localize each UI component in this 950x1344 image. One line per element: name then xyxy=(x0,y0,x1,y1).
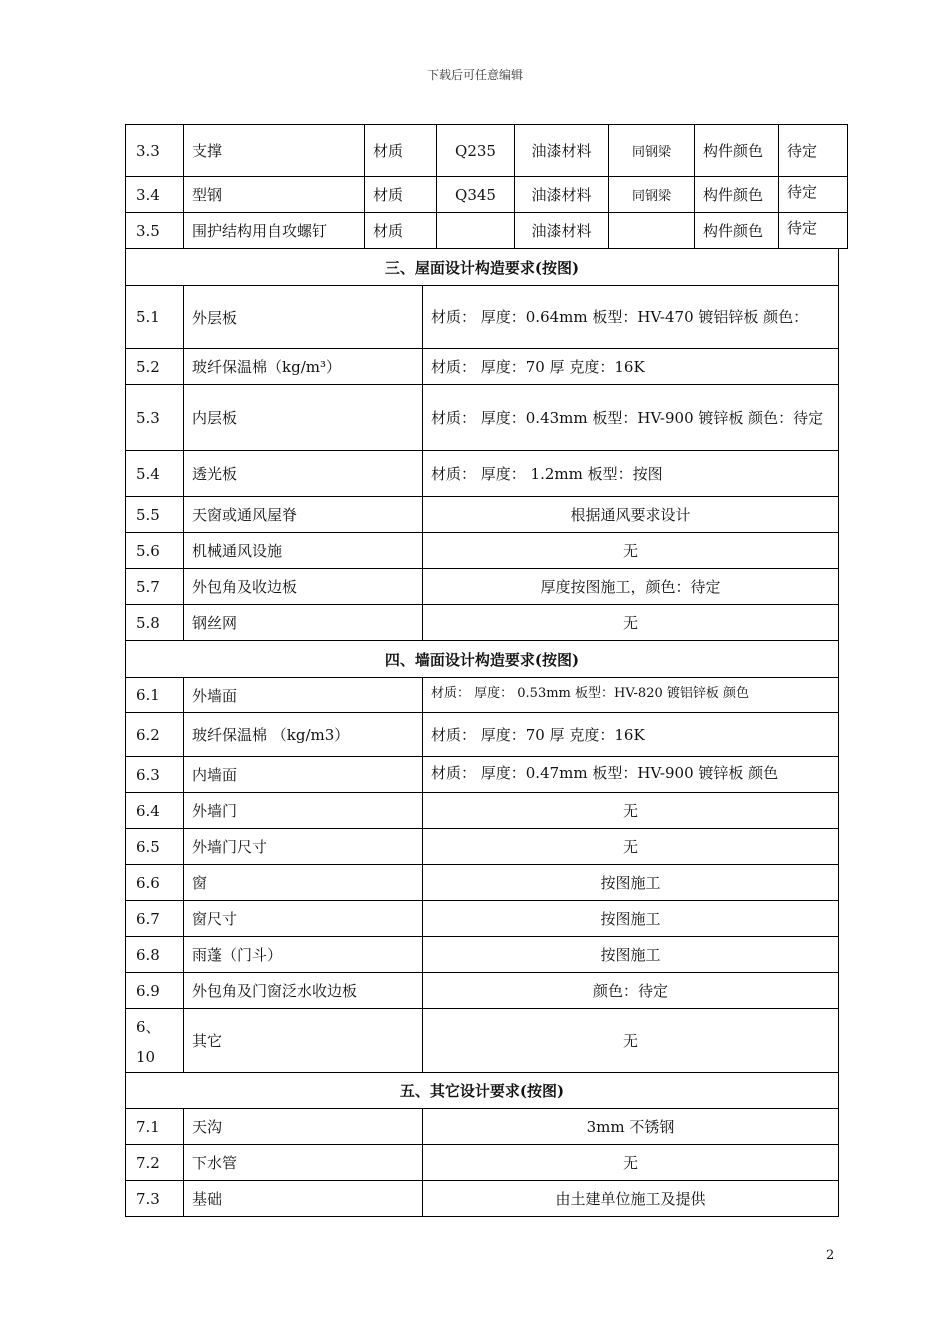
item-name: 内层板 xyxy=(184,385,423,451)
section-title-wall: 四、墙面设计构造要求(按图) xyxy=(126,641,839,678)
item-desc: 无 xyxy=(423,1145,839,1181)
item-name: 基础 xyxy=(184,1181,423,1217)
item-desc: 按图施工 xyxy=(423,937,839,973)
item-name: 窗 xyxy=(184,865,423,901)
material-value xyxy=(437,213,515,249)
table-row xyxy=(126,213,848,249)
section-title-roof: 三、屋面设计构造要求(按图) xyxy=(126,249,839,286)
paint-label: 油漆材料 xyxy=(515,213,609,249)
item-desc: 无 xyxy=(423,533,839,569)
color-value: 待定 xyxy=(779,213,848,249)
table-row xyxy=(126,177,848,213)
row-number: 5.1 xyxy=(126,286,184,349)
section-title-other: 五、其它设计要求(按图) xyxy=(126,1073,839,1109)
material-label: 材质 xyxy=(365,177,437,213)
item-name: 窗尺寸 xyxy=(184,901,423,937)
item-name: 外墙门尺寸 xyxy=(184,829,423,865)
item-desc: 材质： 厚度：0.64mm 板型：HV-470 镀铝锌板 颜色： xyxy=(423,286,839,349)
row-number: 7.3 xyxy=(126,1181,184,1217)
material-label: 材质 xyxy=(365,125,437,177)
steel-spec-table xyxy=(125,124,848,249)
item-desc: 由土建单位施工及提供 xyxy=(423,1181,839,1217)
row-number: 3.3 xyxy=(126,125,184,177)
row-number: 6.9 xyxy=(126,973,184,1009)
row-number: 7.1 xyxy=(126,1109,184,1145)
table-row xyxy=(126,497,839,533)
item-desc: 厚度按图施工，颜色：待定 xyxy=(423,569,839,605)
table-row xyxy=(126,793,839,829)
row-number: 6.4 xyxy=(126,793,184,829)
item-name: 天沟 xyxy=(184,1109,423,1145)
table-row xyxy=(126,1009,839,1073)
table-row xyxy=(126,757,839,793)
table-row xyxy=(126,125,848,177)
row-number: 5.2 xyxy=(126,349,184,385)
page-number: 2 xyxy=(826,1248,835,1263)
item-desc: 根据通风要求设计 xyxy=(423,497,839,533)
paint-label: 油漆材料 xyxy=(515,125,609,177)
material-value: Q235 xyxy=(437,125,515,177)
item-name: 外包角及收边板 xyxy=(184,569,423,605)
item-desc: 无 xyxy=(423,829,839,865)
item-name: 外墙门 xyxy=(184,793,423,829)
color-label: 构件颜色 xyxy=(695,177,779,213)
item-desc: 材质： 厚度：70 厚 克度：16K xyxy=(423,349,839,385)
paint-value xyxy=(609,213,695,249)
item-name: 下水管 xyxy=(184,1145,423,1181)
item-name: 透光板 xyxy=(184,451,423,497)
row-number: 5.4 xyxy=(126,451,184,497)
row-number: 6.5 xyxy=(126,829,184,865)
paint-value: 同钢梁 xyxy=(609,125,695,177)
item-name: 雨蓬（门斗） xyxy=(184,937,423,973)
item-desc: 材质： 厚度：0.47mm 板型：HV-900 镀锌板 颜色 xyxy=(423,757,839,793)
item-desc: 无 xyxy=(423,1009,839,1073)
table-row xyxy=(126,1109,839,1145)
table-row xyxy=(126,1145,839,1181)
paint-label: 油漆材料 xyxy=(515,177,609,213)
row-number: 5.8 xyxy=(126,605,184,641)
item-desc: 材质： 厚度：0.43mm 板型：HV-900 镀锌板 颜色：待定 xyxy=(423,385,839,451)
row-number: 6.8 xyxy=(126,937,184,973)
item-name: 天窗或通风屋脊 xyxy=(184,497,423,533)
row-number: 5.5 xyxy=(126,497,184,533)
item-desc: 材质： 厚度： 0.53mm 板型：HV-820 镀铝锌板 颜色 xyxy=(423,678,839,713)
table-row xyxy=(126,286,839,349)
table-row xyxy=(126,829,839,865)
table-row xyxy=(126,865,839,901)
table-row xyxy=(126,533,839,569)
row-number: 6.1 xyxy=(126,678,184,713)
material-value: Q345 xyxy=(437,177,515,213)
item-name: 外层板 xyxy=(184,286,423,349)
table-row xyxy=(126,385,839,451)
item-desc: 按图施工 xyxy=(423,901,839,937)
row-number: 6.2 xyxy=(126,713,184,757)
color-label: 构件颜色 xyxy=(695,213,779,249)
table-row xyxy=(126,713,839,757)
row-number: 3.5 xyxy=(126,213,184,249)
table-row xyxy=(126,451,839,497)
item-name: 外包角及门窗泛水收边板 xyxy=(184,973,423,1009)
item-name: 玻纤保温棉（kg/m³） xyxy=(184,349,423,385)
item-name: 内墙面 xyxy=(184,757,423,793)
header-note: 下载后可任意编辑 xyxy=(426,68,523,82)
item-desc: 无 xyxy=(423,605,839,641)
row-number: 6、10 xyxy=(126,1009,184,1073)
row-number: 6.3 xyxy=(126,757,184,793)
item-name: 机械通风设施 xyxy=(184,533,423,569)
item-desc: 颜色：待定 xyxy=(423,973,839,1009)
item-name: 外墙面 xyxy=(184,678,423,713)
row-number: 7.2 xyxy=(126,1145,184,1181)
table-row xyxy=(126,569,839,605)
item-desc: 按图施工 xyxy=(423,865,839,901)
item-name: 支撑 xyxy=(184,125,365,177)
item-name: 玻纤保温棉 （kg/m3） xyxy=(184,713,423,757)
table-row xyxy=(126,973,839,1009)
table-row xyxy=(126,605,839,641)
table-row xyxy=(126,678,839,713)
table-row xyxy=(126,349,839,385)
row-number: 5.6 xyxy=(126,533,184,569)
table-row xyxy=(126,1181,839,1217)
item-desc: 3mm 不锈钢 xyxy=(423,1109,839,1145)
design-requirements-table xyxy=(125,248,839,1217)
color-label: 构件颜色 xyxy=(695,125,779,177)
item-name: 围护结构用自攻螺钉 xyxy=(184,213,365,249)
item-desc: 无 xyxy=(423,793,839,829)
row-number: 6.6 xyxy=(126,865,184,901)
row-number: 5.3 xyxy=(126,385,184,451)
material-label: 材质 xyxy=(365,213,437,249)
item-name: 其它 xyxy=(184,1009,423,1073)
table-row xyxy=(126,901,839,937)
paint-value: 同钢梁 xyxy=(609,177,695,213)
row-number: 6.7 xyxy=(126,901,184,937)
color-value: 待定 xyxy=(779,125,848,177)
item-desc: 材质： 厚度： 1.2mm 板型：按图 xyxy=(423,451,839,497)
row-number: 3.4 xyxy=(126,177,184,213)
item-name: 型钢 xyxy=(184,177,365,213)
item-name: 钢丝网 xyxy=(184,605,423,641)
item-desc: 材质： 厚度：70 厚 克度：16K xyxy=(423,713,839,757)
row-number: 5.7 xyxy=(126,569,184,605)
table-row xyxy=(126,937,839,973)
color-value: 待定 xyxy=(779,177,848,213)
